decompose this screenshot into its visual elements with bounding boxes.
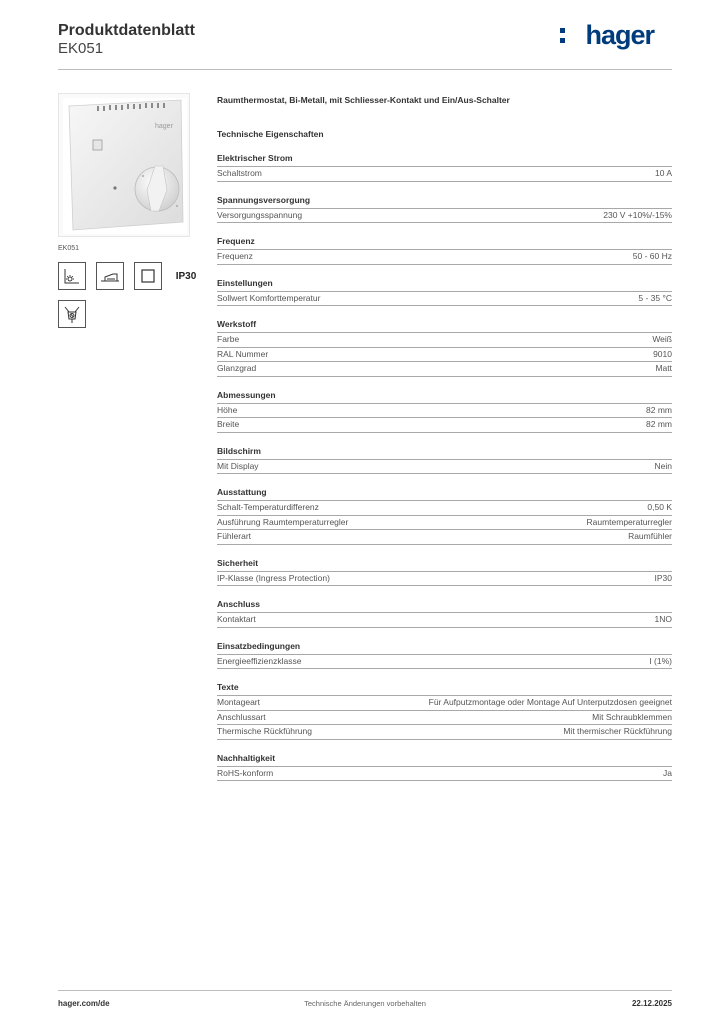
section-title: Spannungsversorgung bbox=[217, 195, 672, 209]
section-nachhaltigkeit bbox=[217, 753, 672, 782]
section-title: Anschluss bbox=[217, 599, 672, 613]
product-description: Raumthermostat, Bi-Metall, mit Schliesser-Kontakt und Ein/Aus-Schalter bbox=[217, 95, 510, 105]
section-sicherheit bbox=[217, 558, 672, 587]
spec-value: Mit thermischer Rückführung bbox=[563, 726, 672, 736]
section-abmessungen bbox=[217, 390, 672, 433]
website-link[interactable]: hager.com/de bbox=[58, 999, 110, 1008]
spec-label: Kontaktart bbox=[217, 614, 256, 624]
section-einstellungen bbox=[217, 278, 672, 307]
spec-value: IP30 bbox=[654, 572, 672, 583]
spec-label: Breite bbox=[217, 419, 240, 429]
spec-value: 9010 bbox=[653, 348, 672, 359]
section-bildschirm bbox=[217, 446, 672, 475]
spec-label: Frequenz bbox=[217, 251, 253, 261]
section-title: Frequenz bbox=[217, 236, 672, 250]
spec-row bbox=[217, 501, 672, 516]
footer-date: 22.12.2025 bbox=[631, 999, 672, 1008]
section-title: Nachhaltigkeit bbox=[217, 753, 672, 767]
spec-value: I (1%) bbox=[649, 655, 672, 666]
spec-row bbox=[217, 767, 672, 782]
spec-row bbox=[217, 696, 672, 711]
spec-label: Energieeffizienzklasse bbox=[217, 655, 302, 666]
technical-properties-title: Technische Eigenschaften bbox=[217, 129, 324, 139]
spec-label: Schaltstrom bbox=[217, 168, 262, 178]
spec-row bbox=[217, 460, 672, 475]
spec-row bbox=[217, 655, 672, 670]
spec-value: 82 mm bbox=[646, 404, 672, 415]
spec-row bbox=[217, 725, 672, 740]
hager-logo: hager bbox=[585, 20, 654, 50]
spec-value: Mit Schraubklemmen bbox=[592, 711, 672, 722]
square-frame-icon bbox=[134, 262, 162, 290]
section-frequenz bbox=[217, 236, 672, 265]
spec-row bbox=[217, 167, 672, 182]
spec-label: Fühlerart bbox=[217, 531, 252, 541]
spec-label: IP-Klasse (Ingress Protection) bbox=[217, 572, 330, 583]
section-elektrischer-strom bbox=[217, 153, 672, 182]
spec-value: 0,50 K bbox=[647, 502, 672, 512]
spec-value: Nein bbox=[654, 460, 672, 471]
spec-value: Für Aufputzmontage oder Montage Auf Unterputzdosen geeignet bbox=[428, 697, 672, 707]
spec-value: 82 mm bbox=[646, 419, 672, 429]
spec-row bbox=[217, 572, 672, 587]
spec-label: Montageart bbox=[217, 697, 260, 707]
section-spannungsversorgung bbox=[217, 195, 672, 224]
spec-row bbox=[217, 333, 672, 348]
section-title: Einsatzbedingungen bbox=[217, 641, 672, 655]
image-caption: EK051 bbox=[58, 245, 80, 252]
document-title: Produktdatenblatt bbox=[58, 22, 195, 39]
spec-value: Matt bbox=[655, 363, 672, 373]
section-title: Ausstattung bbox=[217, 487, 672, 501]
section-title: Werkstoff bbox=[217, 319, 672, 333]
section-einsatzbedingungen bbox=[217, 641, 672, 670]
spec-label: RAL Nummer bbox=[217, 348, 269, 359]
spec-label: Ausführung Raumtemperaturregler bbox=[217, 516, 349, 527]
spec-value: Raumfühler bbox=[628, 531, 672, 541]
spec-value: 5 - 35 °C bbox=[638, 292, 672, 303]
spec-value: 50 - 60 Hz bbox=[632, 251, 672, 261]
logo-dots-icon bbox=[560, 28, 566, 46]
screw-terminal-icon bbox=[58, 300, 86, 328]
spec-row bbox=[217, 516, 672, 531]
spec-row bbox=[217, 613, 672, 628]
section-title: Sicherheit bbox=[217, 558, 672, 572]
spec-label: Glanzgrad bbox=[217, 363, 257, 373]
svg-text:hager: hager bbox=[155, 123, 173, 130]
room-thermostat-image bbox=[58, 93, 190, 237]
room-sensor-icon bbox=[58, 262, 86, 290]
spec-label: Mit Display bbox=[217, 460, 259, 471]
spec-row bbox=[217, 292, 672, 307]
product-details bbox=[217, 95, 672, 794]
spec-value: Weiß bbox=[652, 334, 672, 344]
spec-label: Sollwert Komforttemperatur bbox=[217, 292, 321, 303]
spec-label: Höhe bbox=[217, 404, 238, 415]
spec-row bbox=[217, 418, 672, 433]
feature-icons bbox=[58, 262, 198, 328]
section-ausstattung bbox=[217, 487, 672, 545]
spec-label: Farbe bbox=[217, 334, 240, 344]
section-title: Bildschirm bbox=[217, 446, 672, 460]
spec-row bbox=[217, 530, 672, 545]
spec-row bbox=[217, 209, 672, 224]
section-title: Elektrischer Strom bbox=[217, 153, 672, 167]
section-texte bbox=[217, 682, 672, 740]
spec-row bbox=[217, 362, 672, 377]
spec-value: Ja bbox=[663, 767, 672, 778]
spec-row bbox=[217, 404, 672, 419]
spec-value: 230 V +10%/-15% bbox=[603, 209, 672, 220]
footer-notice: Technische Änderungen vorbehalten bbox=[304, 999, 426, 1008]
spec-value: 10 A bbox=[654, 168, 672, 178]
spec-row bbox=[217, 250, 672, 265]
section-werkstoff bbox=[217, 319, 672, 377]
spec-value: 1NO bbox=[654, 614, 672, 624]
spec-label: Schalt-Temperaturdifferenz bbox=[217, 502, 319, 512]
spec-label: RoHS-konform bbox=[217, 767, 274, 778]
section-title: Einstellungen bbox=[217, 278, 672, 292]
section-title: Abmessungen bbox=[217, 390, 672, 404]
spec-label: Thermische Rückführung bbox=[217, 726, 312, 736]
spec-value: Raumtemperaturregler bbox=[586, 516, 672, 527]
product-media bbox=[58, 93, 198, 328]
product-code: EK051 bbox=[58, 40, 104, 57]
spec-label: Versorgungsspannung bbox=[217, 209, 303, 220]
surface-mounting-icon bbox=[96, 262, 124, 290]
ip-rating-label: IP30 bbox=[175, 270, 197, 282]
page-header bbox=[58, 20, 672, 70]
spec-row bbox=[217, 711, 672, 726]
page-footer bbox=[58, 990, 672, 1014]
section-anschluss bbox=[217, 599, 672, 628]
spec-label: Anschlussart bbox=[217, 711, 266, 722]
section-title: Texte bbox=[217, 682, 672, 696]
spec-row bbox=[217, 348, 672, 363]
